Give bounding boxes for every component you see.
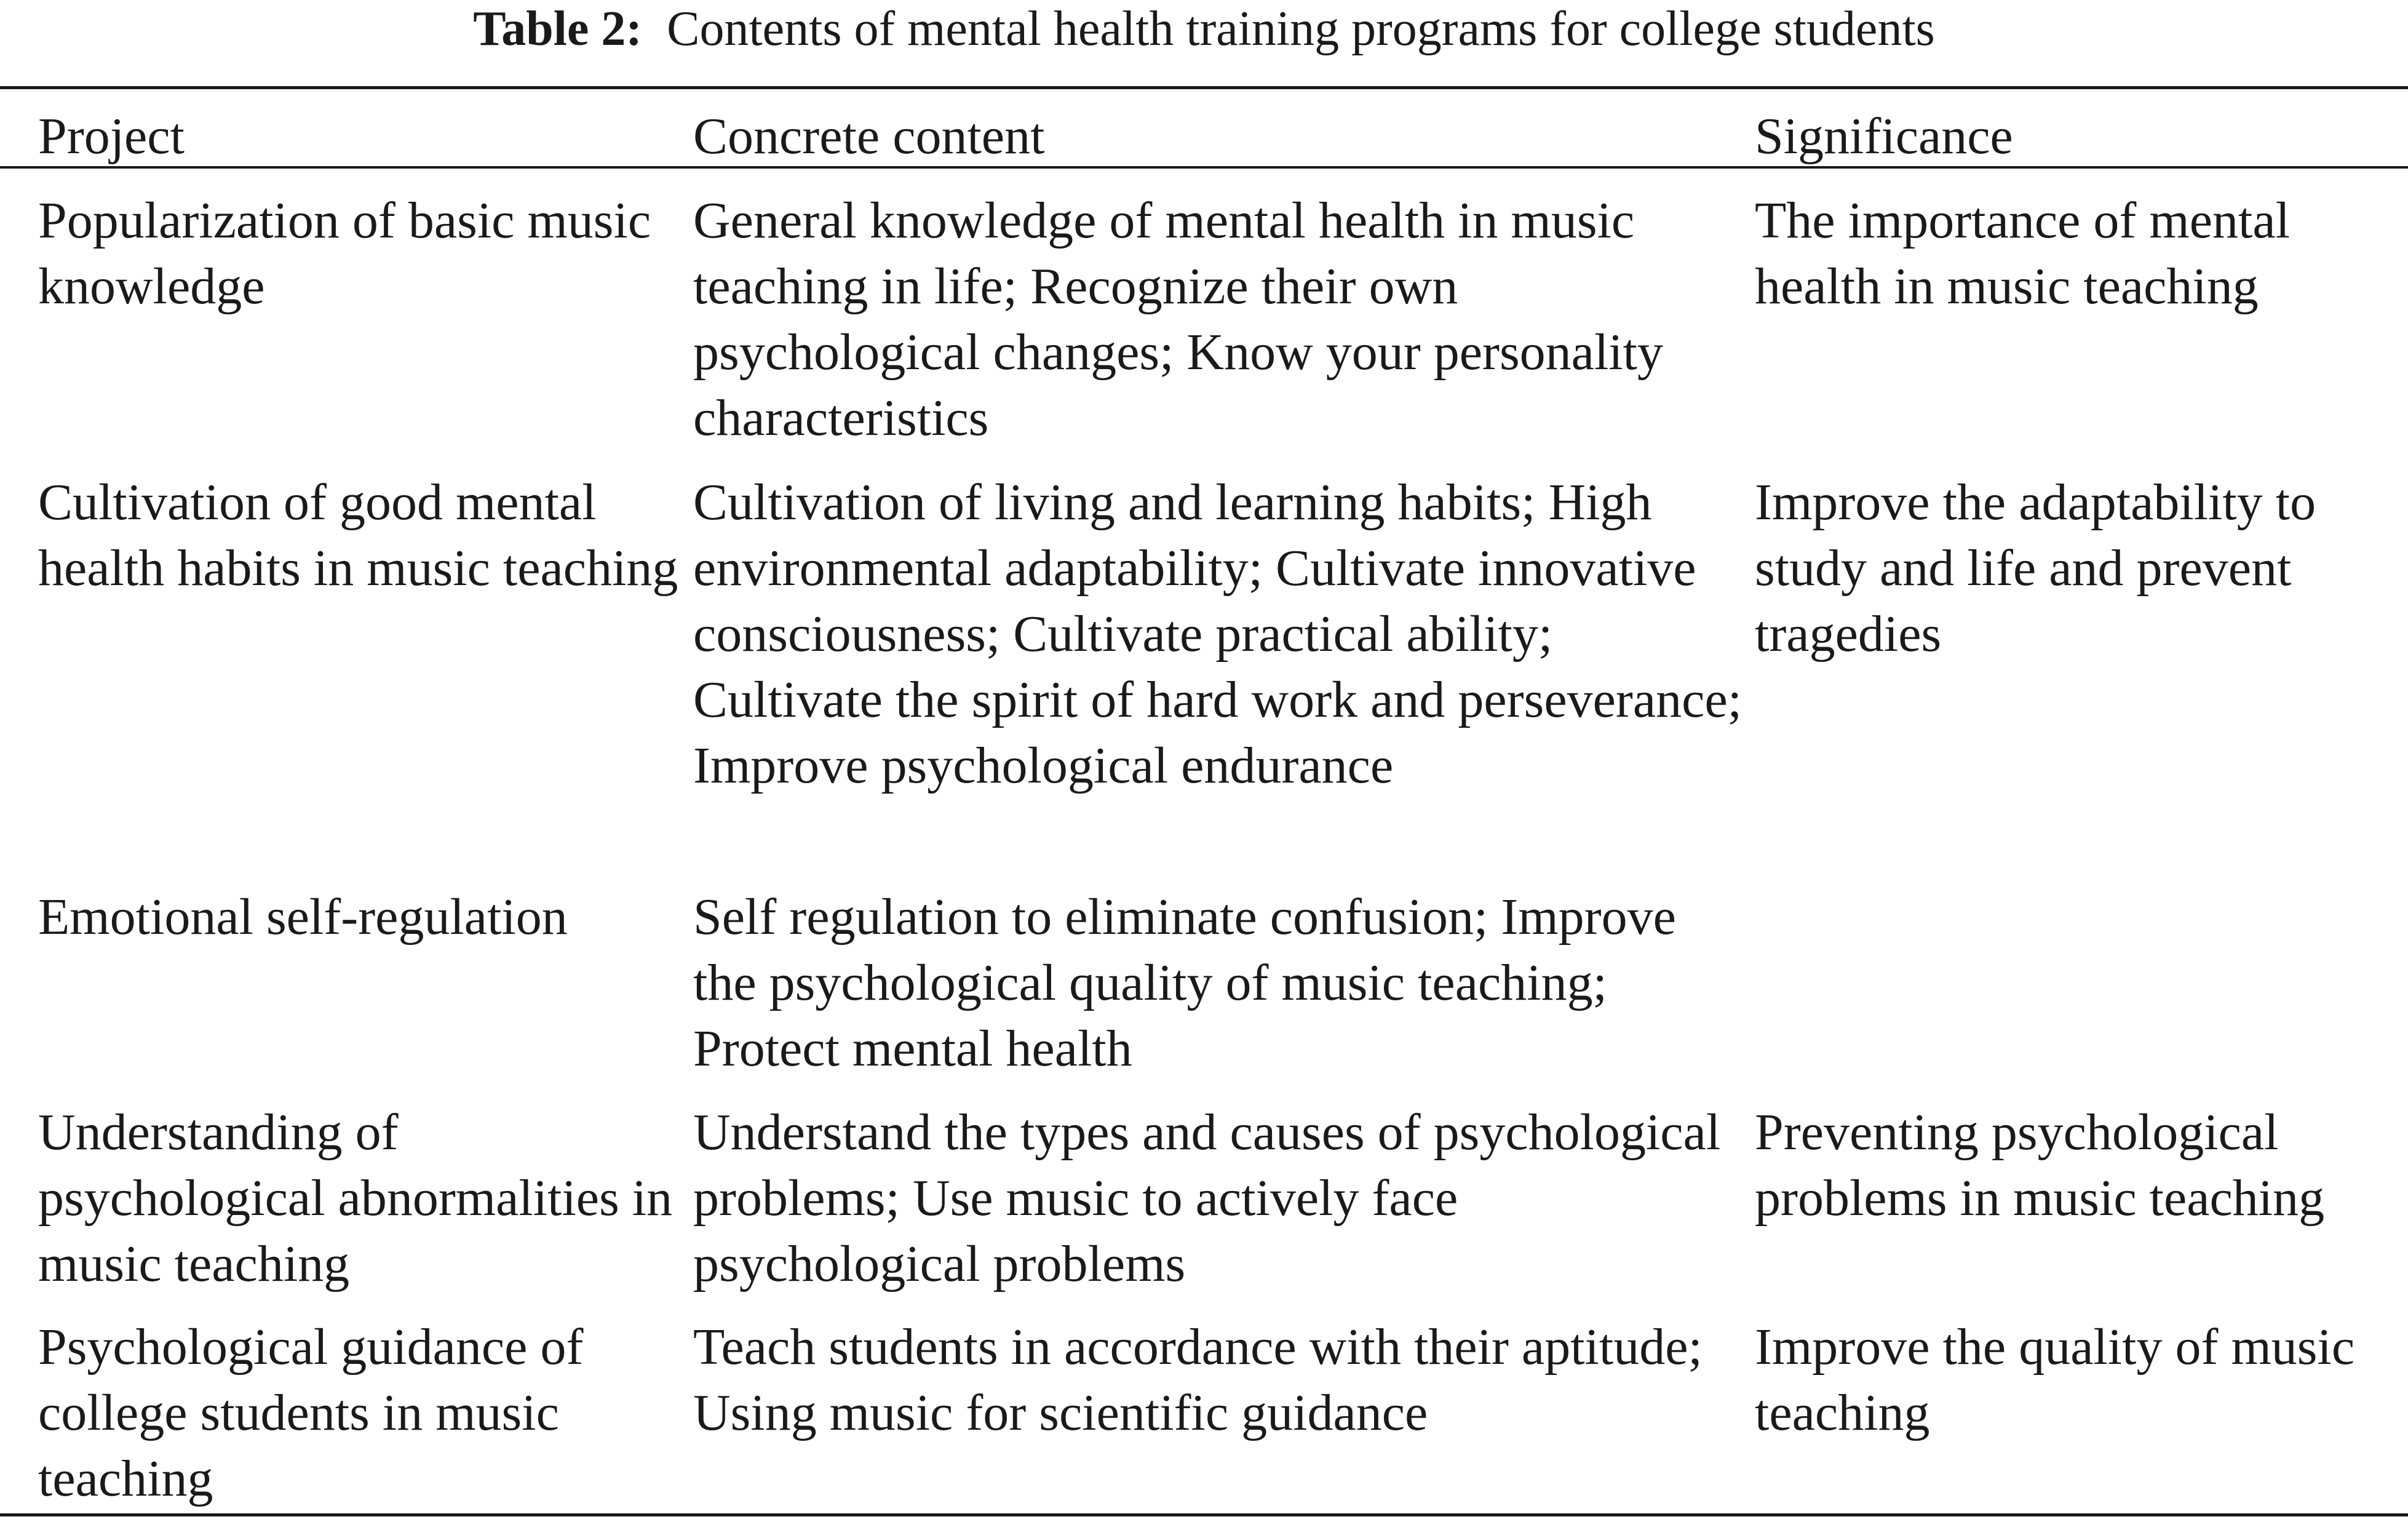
table-top-rule (0, 86, 2408, 89)
table-bottom-rule (0, 1513, 2408, 1516)
header-concrete-content: Concrete content (693, 108, 1045, 165)
content-cell: Self regulation to eliminate confusion; Improve the psychological quality of music teaching; Protect mental health (693, 888, 1676, 1077)
header-significance: Significance (1755, 108, 2013, 165)
table-caption (0, 0, 2408, 62)
significance-cell: The importance of mental health in music teaching (1755, 192, 2290, 315)
project-cell: Emotional self-regulation (38, 888, 568, 946)
project-cell: Cultivation of good mental health habits in music teaching (38, 474, 678, 597)
significance-cell: Improve the adaptability to study and life and prevent tragedies (1755, 474, 2316, 663)
content-cell: Understand the types and causes of psychological problems; Use music to actively face psychological problems (693, 1104, 1721, 1293)
header-project: Project (38, 108, 185, 165)
content-cell: General knowledge of mental health in music teaching in life; Recognize their own psychological changes; Know your personality characteristics (693, 192, 1663, 447)
project-cell: Popularization of basic music knowledge (38, 192, 651, 315)
significance-cell: Improve the quality of music teaching (1755, 1318, 2355, 1441)
significance-cell: Preventing psychological problems in music teaching (1755, 1104, 2325, 1227)
content-cell: Teach students in accordance with their aptitude; Using music for scientific guidance (693, 1318, 1703, 1441)
table-caption-label: Table 2: (473, 2, 643, 56)
project-cell: Understanding of psychological abnormalities in music teaching (38, 1104, 673, 1293)
project-cell: Psychological guidance of college students in music teaching (38, 1318, 584, 1507)
content-cell: Cultivation of living and learning habits; High environmental adaptability; Cultivate innovative consciousness; Cultivate practical ability; Cultivate the spirit of hard work and perseverance; Improve psychological endurance (693, 474, 1742, 794)
table-caption-text: Contents of mental health training programs for college students (667, 2, 1935, 56)
table-header-rule (0, 166, 2408, 169)
